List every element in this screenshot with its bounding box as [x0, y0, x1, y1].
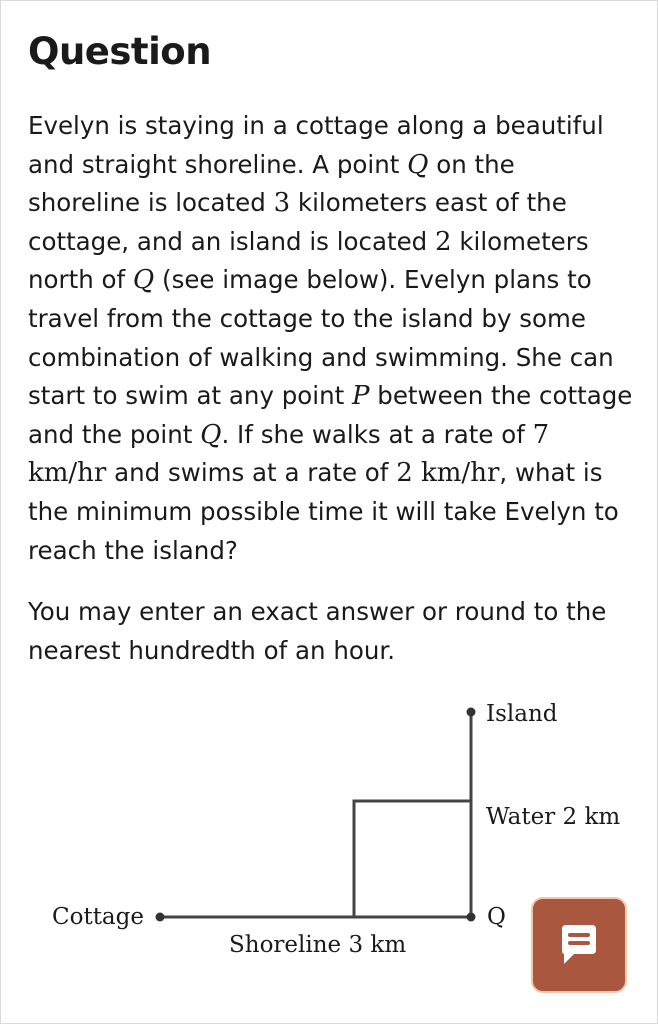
math-p: P [352, 381, 370, 412]
right-angle-marker [354, 801, 471, 917]
island-point [467, 708, 476, 717]
island-label: Island [486, 701, 558, 727]
cottage-point [156, 913, 165, 922]
math-walk-rate: 7 km/hr [28, 419, 550, 489]
math-q: Q [407, 149, 429, 180]
math-2: 2 [435, 226, 452, 257]
math-3: 3 [273, 188, 291, 219]
chat-button[interactable] [531, 897, 627, 993]
math-q: Q [200, 419, 222, 450]
cottage-label: Cottage [52, 904, 144, 930]
chat-bubble-icon [556, 922, 602, 968]
answer-instructions: You may enter an exact answer or round to the nearest hundredth of an hour. [28, 597, 607, 665]
q-point [467, 913, 476, 922]
question-text: Evelyn is staying in a cottage along a beautiful and straight shoreline. A point Q on the shoreline is located 3 kilometers east of the cottage, and an island is located 2 kilometers north of Q (see image below). Evelyn plans to travel from the cottage to the island by some combination of walking and swimming. She can start to swim at any point P between the cottage and the point Q. If she walks at a rate of 7 km/hr and swims at a rate of 2 km/hr, what is the minimum possible time it will take Evelyn to reach the island? [28, 111, 633, 565]
math-q: Q [132, 265, 155, 296]
shoreline-label: Shoreline 3 km [229, 932, 407, 958]
water-label: Water 2 km [486, 804, 621, 830]
math-swim-rate: 2 km/hr [396, 458, 500, 489]
page-title: Question [28, 30, 212, 73]
q-label: Q [487, 904, 506, 930]
